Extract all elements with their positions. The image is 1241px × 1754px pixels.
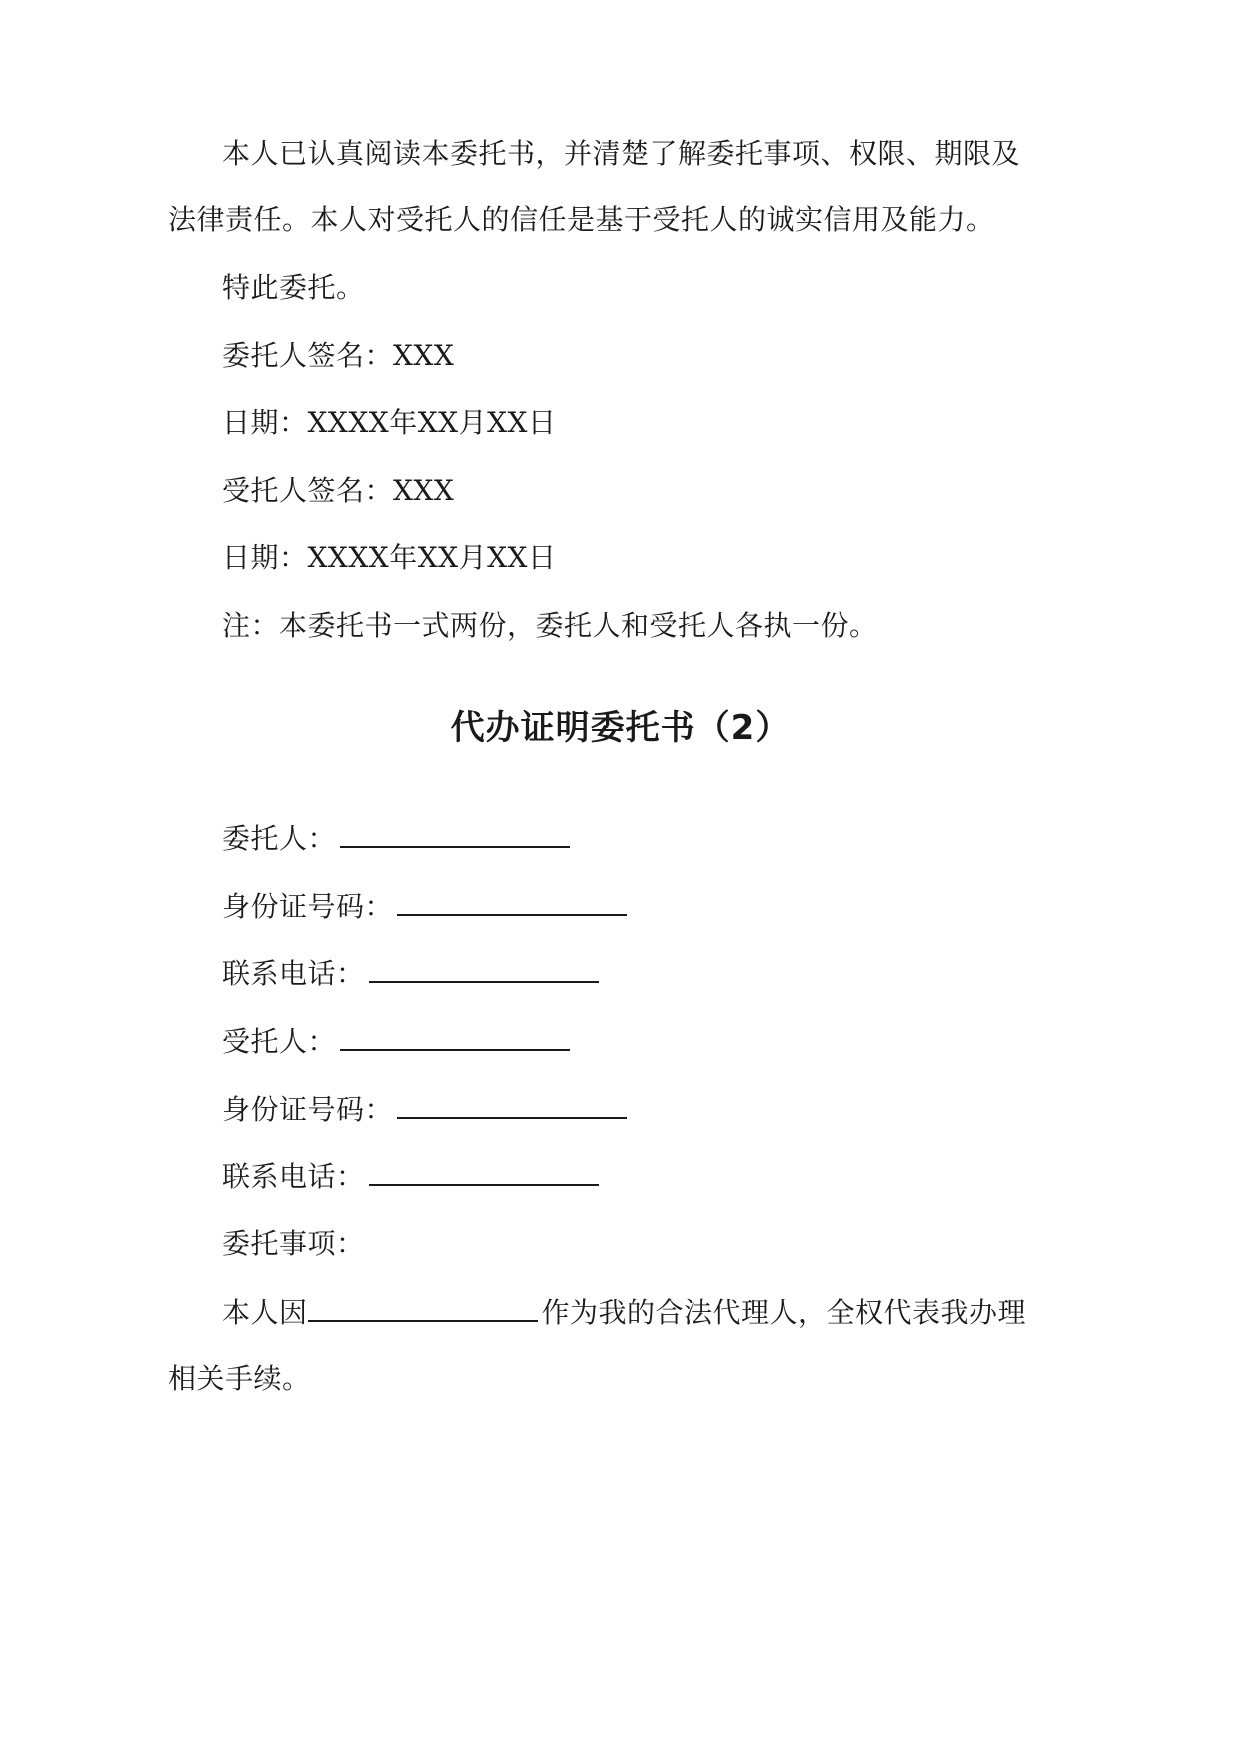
agent-id-blank [397, 1089, 627, 1119]
principal-blank [340, 818, 570, 848]
principal-signature: 委托人签名：XXX [222, 339, 455, 372]
agent-id-label: 身份证号码： [222, 1093, 394, 1126]
note-text: 注：本委托书一式两份，委托人和受托人各执一份。 [222, 609, 878, 642]
agent-phone-label: 联系电话： [222, 1160, 365, 1193]
principal-id-blank [397, 886, 627, 916]
body-line2: 相关手续。 [168, 1362, 311, 1395]
body-prefix: 本人因 [222, 1296, 308, 1329]
para1-line2: 法律责任。本人对受托人的信任是基于受托人的诚实信用及能力。 [168, 203, 995, 236]
principal-phone-field [222, 953, 599, 994]
principal-id-field [222, 886, 627, 927]
agent-id-field [222, 1089, 627, 1130]
closing-text: 特此委托。 [222, 271, 365, 304]
principal-field [222, 818, 570, 859]
principal-label: 委托人： [222, 822, 337, 855]
agent-phone-blank [369, 1156, 599, 1186]
body-suffix: 作为我的合法代理人，全权代表我办理 [541, 1296, 1027, 1329]
matters-label: 委托事项： [222, 1227, 365, 1260]
agent-date: 日期：XXXX年XX月XX日 [222, 541, 557, 574]
agent-signature: 受托人签名：XXX [222, 474, 455, 507]
principal-phone-label: 联系电话： [222, 957, 365, 990]
agent-field [222, 1021, 570, 1062]
section2-title: 代办证明委托书（2） [450, 708, 791, 748]
principal-phone-blank [369, 953, 599, 983]
reason-blank [308, 1292, 538, 1322]
principal-date: 日期：XXXX年XX月XX日 [222, 406, 557, 439]
agent-blank [340, 1021, 570, 1051]
agent-label: 受托人： [222, 1025, 337, 1058]
principal-id-label: 身份证号码： [222, 890, 394, 923]
agent-phone-field [222, 1156, 599, 1197]
body-line1 [222, 1292, 1026, 1333]
para1-line1: 本人已认真阅读本委托书，并清楚了解委托事项、权限、期限及 [222, 137, 1021, 170]
